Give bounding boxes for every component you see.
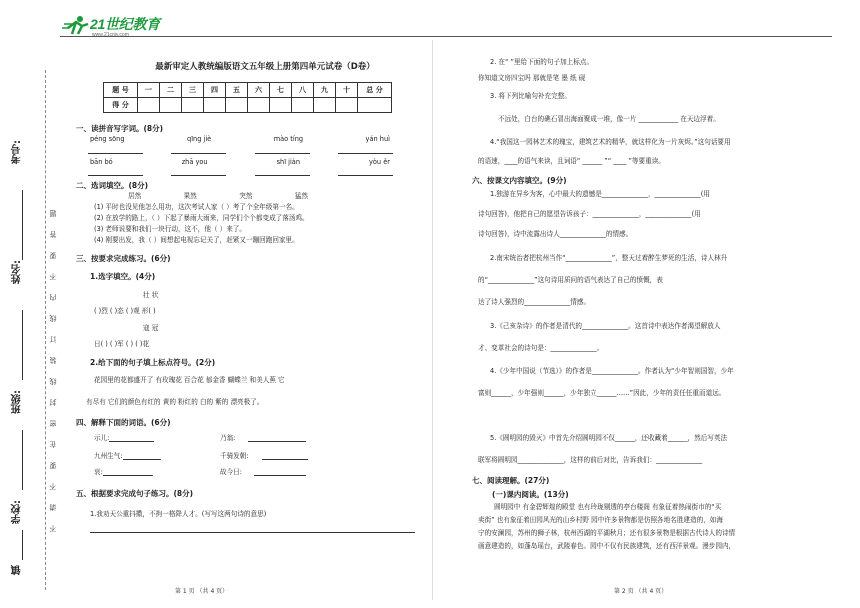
word: 居然 [128, 192, 142, 200]
q3-2-heading: 2.给下面的句子填上标点符号。(2分) [90, 358, 216, 367]
pinyin: mào tíng [273, 135, 304, 143]
section-4-heading: 四、解释下面的词语。(6分) [76, 418, 171, 427]
score-cell: 八 [292, 83, 314, 98]
score-cell: 五 [226, 83, 248, 98]
kaohao-line [22, 190, 23, 260]
reading-line: 卖街” 也有象征着田园风光的山乡村野 园中许多景物都是仿照各地名胜建造的，如海 [478, 516, 723, 524]
score-cell: 九 [314, 83, 336, 98]
r2-heading: 2. 在“ ”里给下面的句子加上标点。 [490, 58, 594, 66]
pinyin: yòu ěr [368, 158, 390, 166]
score-cell: 七 [270, 83, 292, 98]
q3-1-heading: 1.选字填空。(4分) [90, 272, 156, 281]
section-5-heading: 五、根据要求完成句子练习。(8分) [76, 489, 194, 498]
seal-note-5: 内 [49, 294, 57, 301]
score-cell: 四 [204, 83, 226, 98]
page-footer-left: 第 1 页 （共 4 页） [175, 588, 229, 595]
pinyin: péng sōng [90, 135, 125, 143]
section-6-heading: 六、按课文内容填空。(9分) [472, 176, 567, 185]
header-rule [60, 36, 832, 37]
xuexiao-label: 学校: [12, 500, 23, 524]
q3-chars-2: 寇 冠 [143, 324, 159, 332]
a3-line-1: 3.《己亥杂诗》的作者是清代的______________。这首诗中表达作者渴望解放人 [490, 322, 721, 330]
score-cell: 十 [336, 83, 358, 98]
q3-fill-2: 日( ) ( )军 ( ) ( )花 [94, 340, 150, 348]
answer-blank[interactable] [171, 146, 226, 154]
score-cell: 二 [160, 83, 182, 98]
score-input[interactable] [270, 98, 292, 113]
answer-lines-2 [88, 168, 393, 176]
seal-note-9: 线 [49, 378, 57, 385]
seal-note-6: 线 [49, 315, 57, 322]
answer-blank[interactable] [171, 168, 226, 176]
score-label: 得 分 [104, 98, 138, 113]
pinyin: bān bó [90, 158, 113, 166]
a5-line-2: 联军将圆明园______________，这样的前后对比，告诉我们：______________ [478, 456, 703, 464]
q3-fill-1: ( )烈 ( )态 ( )观 形( ) [94, 307, 156, 315]
seal-note-3: 要 [49, 252, 57, 259]
answer-blank[interactable] [338, 168, 393, 176]
kaohao-label: 考号: [12, 140, 23, 164]
score-value-row [104, 98, 392, 113]
xingming-line [22, 310, 23, 380]
reading-line: 宁的安澜园，苏州的狮子林，杭州西湖的平湖秋月；还有很多景物是根据古代诗人的诗情 [478, 529, 736, 537]
reading-1-heading: (一)课内阅读。(13分) [492, 490, 569, 499]
r3-heading: 3. 将下列比喻句补充完整。 [490, 92, 571, 100]
score-input[interactable] [204, 98, 226, 113]
seal-note-11: 密 [49, 420, 57, 427]
word: 突然 [239, 192, 253, 200]
pinyin: shī jiàn [276, 158, 301, 166]
xingming-label: 姓名: [12, 260, 23, 284]
score-input[interactable] [358, 98, 392, 113]
q2-item-3: (3) 老师说要和我们一块行动，这不，他（ ）来了。 [94, 225, 246, 233]
a2-line-1: 2.南宋统治者把杭州当作“______________”，整天过着醉生梦死的生活，诗人林升 [490, 254, 728, 262]
answer-blank[interactable] [123, 452, 161, 460]
logo-url: www.21cnjy.com [92, 32, 129, 38]
banji-line [22, 430, 23, 490]
seal-line [45, 70, 46, 590]
r4-sentence: 的语速，____的语气来读，且词语“ ______ ”“ ____ ”等要重读。 [478, 157, 665, 165]
r2-sentence: 你知道文房四宝吗 那就是笔 墨 纸 砚 [478, 74, 586, 82]
a4-line-1: 4.《少年中国说（节选）》的作者是______________。作者认为“少年智则国智，少年 [490, 367, 734, 375]
term: 示儿: [94, 434, 110, 442]
section-7-heading: 七、阅读理解。(27分) [472, 476, 550, 485]
page-divider [432, 40, 433, 600]
explain-row-3 [94, 468, 394, 476]
seal-note-8: 装 [49, 357, 57, 364]
score-input[interactable] [336, 98, 358, 113]
seal-note-15: 请 [49, 504, 57, 511]
seal-note-16: 不 [49, 525, 57, 532]
a2-line-3: 达了诗人强烈的______________情感。 [478, 298, 591, 306]
q2-item-4: (4) 刚要出发，我（ ）间想起电视忘记关了，赶紧又一蹦回跑回家里。 [94, 236, 299, 244]
q3-chars-1: 壮 状 [143, 291, 159, 299]
score-cell: 三 [182, 83, 204, 98]
q5-1: 1.我劝天公重抖擞，不拘一格降人才。(写写这两句诗的意思) [90, 510, 267, 518]
term: 哀: [94, 468, 103, 476]
section-2-heading: 二、选词填空。(8分) [76, 181, 149, 190]
seal-note-13: 要 [49, 462, 57, 469]
answer-blank[interactable] [109, 434, 154, 442]
a3-line-2: 才、变革社会的诗句是：______________。 [478, 344, 604, 352]
pinyin: qīng jiè [187, 135, 212, 143]
answer-blank[interactable] [254, 468, 306, 476]
a4-line-2: 富则______，少年强则______，少年独立______……”因此，少年的责任任重而道远。 [478, 389, 726, 397]
q3-paragraph-2: 有尽有 它们的颜色有红的 黄的 粉红的 白的 紫的 漂亮极了。 [86, 398, 264, 406]
seal-note-10: 封 [49, 399, 57, 406]
banji-label: 班级: [12, 390, 23, 414]
pinyin: zhā you [181, 158, 208, 166]
q3-paragraph-1: 花园里的花都盛开了 有玫瑰花 百合花 郁金香 蝴蝶兰 和美人蕉 它 [94, 376, 285, 384]
answer-blank[interactable] [338, 146, 393, 154]
a1-line-2: 诗句回答)，他把自己的愿望告诉孩子：______________，______________(用 [478, 210, 701, 218]
score-header-row [104, 83, 392, 98]
section-3-heading: 三、按要求完成练习。(6分) [76, 254, 171, 263]
answer-blank[interactable] [88, 168, 143, 176]
xuexiao-line [22, 530, 23, 560]
word: 猛然 [294, 192, 308, 200]
score-cell: 题 号 [104, 83, 138, 98]
seal-notes [49, 210, 59, 532]
explain-row-2 [94, 452, 394, 460]
seal-note-12: 在 [49, 441, 57, 448]
word-bank [128, 192, 308, 200]
a1-line-1: 1.独游在异乡为客，心中最大的遗憾是______________，______________(用 [490, 190, 710, 198]
seal-note-2: 答 [49, 231, 57, 238]
pinyin-row-2 [90, 158, 390, 166]
page-footer-right: 第 2 页 （共 4 页） [614, 588, 668, 595]
seal-note-14: 不 [49, 483, 57, 490]
term: 九州生气: [94, 452, 123, 460]
a1-line-3: 诗句回答)，诗中流露出诗人______________的情感。 [478, 230, 633, 238]
exam-title: 最新审定人教统编版语文五年级上册第四单元试卷（D卷） [155, 62, 375, 72]
pinyin-row-1 [90, 135, 390, 143]
word: 果然 [183, 192, 197, 200]
logo-text: 21世纪教育 [90, 16, 160, 32]
answer-lines-1 [88, 146, 393, 154]
score-input[interactable] [226, 98, 248, 113]
term: 乃翁: [220, 434, 236, 442]
q2-item-2: (2) 在放学的路上，（ ）下起了暴雨大雨来，同学们个个都变成了落汤鸡。 [94, 214, 309, 222]
term: 千骑发朝: [220, 452, 249, 460]
explain-row-1 [94, 434, 394, 442]
score-input[interactable] [314, 98, 336, 113]
score-cell: 总 分 [358, 83, 392, 98]
score-cell: 一 [138, 83, 160, 98]
r4-heading: 4.“我国这一园林艺术的瑰宝，建筑艺术的精华，就这样化为一片灰烬。”这句话要用 [490, 138, 731, 146]
section-1-heading: 一、读拼音写字词。(8分) [76, 124, 164, 133]
answer-blank[interactable] [248, 434, 306, 442]
seal-note-7: 订 [49, 336, 57, 343]
answer-line[interactable] [90, 532, 415, 533]
answer-blank[interactable] [88, 146, 143, 154]
answer-blank[interactable] [103, 468, 153, 476]
answer-blank[interactable] [262, 452, 308, 460]
score-input[interactable] [292, 98, 314, 113]
a5-line-1: 5.《圆明园的毁灭》中首先介绍圆明园不仅______，还收藏着______，然后写英法 [490, 434, 728, 442]
seal-note-4: 不 [49, 273, 57, 280]
reading-line: 画意建造的，如蓬岛瑶台，武陵春色。园中不仅有民族建筑，还有西洋景观。漫步园内， [478, 542, 736, 550]
score-input[interactable] [248, 98, 270, 113]
answer-blank[interactable] [255, 146, 310, 154]
r3-sentence: 不远处，白台的礁石冒出海面聚成一堆，像一片 ____________ 在天边浮着。 [498, 115, 720, 123]
a2-line-2: 的“______________”这句诗用质问的语气表达了自己的愤慨，表 [478, 276, 663, 284]
answer-blank[interactable] [255, 168, 310, 176]
runner-logo-icon [62, 14, 90, 38]
score-input[interactable] [182, 98, 204, 113]
score-table [103, 82, 392, 113]
reading-line: 圆明园中 有金碧辉煌的殿堂 也有玲珑剔透的亭台楼阁 有象征着热闹街市的“买 [494, 503, 722, 511]
binding-margin [2, 60, 60, 600]
seal-note-1: 题 [49, 210, 57, 217]
q2-item-1: (1) 平时也没见他怎么用功，这次考试人家（ ）考了个全年级第一名。 [94, 203, 299, 211]
score-input[interactable] [160, 98, 182, 113]
score-input[interactable] [138, 98, 160, 113]
term: 故今日: [220, 468, 243, 476]
pinyin: yán huì [365, 135, 390, 143]
score-cell: 六 [248, 83, 270, 98]
zhen-label: 镇 [12, 565, 23, 575]
